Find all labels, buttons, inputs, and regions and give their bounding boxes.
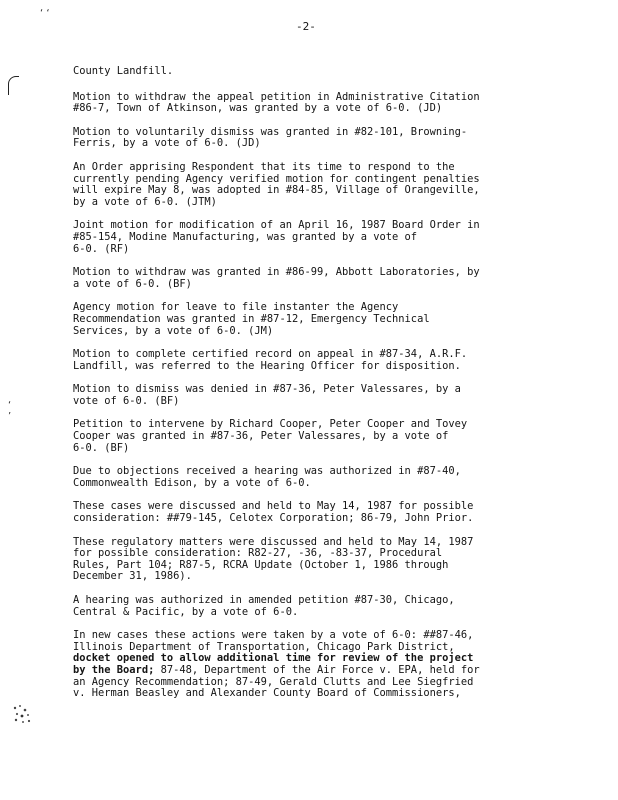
document-body xyxy=(73,66,563,712)
paragraph-orangeville: An Order apprising Respondent that its time to respond to the currently pending Agency verified motion for contingent penalties will expire May 8, was adopted in #84-85, Village of Orangeville, by a vote of 6-0. (JTM) xyxy=(73,160,480,208)
paragraph-browning-ferris: Motion to voluntarily dismiss was granted in #82-101, Browning- Ferris, by a vote of 6-0. (JD) xyxy=(73,125,468,150)
margin-speckle-mark xyxy=(10,702,34,726)
paragraph-valessares-dismiss: Motion to dismiss was denied in #87-36, Peter Valessares, by a vote of 6-0. (BF) xyxy=(73,383,461,407)
paragraph-chicago-central: A hearing was authorized in amended petition #87-30, Chicago, Central & Pacific, by a vote of 6-0. xyxy=(73,594,455,618)
paragraph-regulatory-matters: These regulatory matters were discussed and held to May 14, 1987 for possible consideration: R82-27, -36, -83-37, Procedural Rules, Part 104; R87-5, RCRA Update (October 1, 1986 through December 31, 1986). xyxy=(73,535,474,583)
paragraph-new-cases xyxy=(73,630,563,700)
page-number: -2- xyxy=(296,20,316,33)
paragraph-held-cases: These cases were discussed and held to May 14, 1987 for possible consideration: ##79-145, Celotex Corporation; 86-79, John Prior. xyxy=(73,500,474,525)
paragraph-abbott: Motion to withdraw was granted in #86-99, Abbott Laboratories, by a vote of 6-0. (BF) xyxy=(73,266,480,290)
paragraph-arf-landfill: Motion to complete certified record on appeal in #87-34, A.R.F. Landfill, was referred to the Hearing Officer for disposition. xyxy=(73,348,468,372)
paragraph-modine: Joint motion for modification of an April 16, 1987 Board Order in #85-154, Modine Manufacturing, was granted by a vote of 6-0. (RF) xyxy=(73,219,480,255)
margin-bracket-mark xyxy=(8,76,19,95)
paragraph-commonwealth-edison: Due to objections received a hearing was authorized in #87-40, Commonwealth Edison, by a vote of 6-0. xyxy=(73,465,461,489)
new-cases-text-1: In new cases these actions were taken by a vote of 6-0: ##87-46, Illinois Department of Transportation, Chicago Park District, xyxy=(73,629,474,653)
paragraph-valessares-intervene: Petition to intervene by Richard Cooper, Peter Cooper and Tovey Cooper was granted in #87-36, Peter Valessares, by a vote of 6-0. (BF) xyxy=(73,418,468,454)
margin-tick-mark: ‘ ’ xyxy=(8,400,12,422)
new-cases-text-2: 87-48, Department of the Air Force v. EPA, held for an Agency Recommendation; 87-49, Gerald Clutts and Lee Siegfried v. Herman Beasley and Alexander County Board of Commissioners, xyxy=(73,663,480,700)
corner-mark: ‘ ‘ xyxy=(40,8,50,19)
new-cases-bold-text: docket opened to allow additional time for review of the project by the Board; xyxy=(73,652,474,676)
paragraph-atkinson: Motion to withdraw the appeal petition in Administrative Citation #86-7, Town of Atkinson, was granted by a vote of 6-0. (JD) xyxy=(73,90,480,115)
paragraph-county-landfill: County Landfill. xyxy=(73,65,174,77)
paragraph-emergency-technical: Agency motion for leave to file instanter the Agency Recommendation was granted in #87-12, Emergency Technical Services, by a vote of 6-0. (JM) xyxy=(73,301,430,337)
